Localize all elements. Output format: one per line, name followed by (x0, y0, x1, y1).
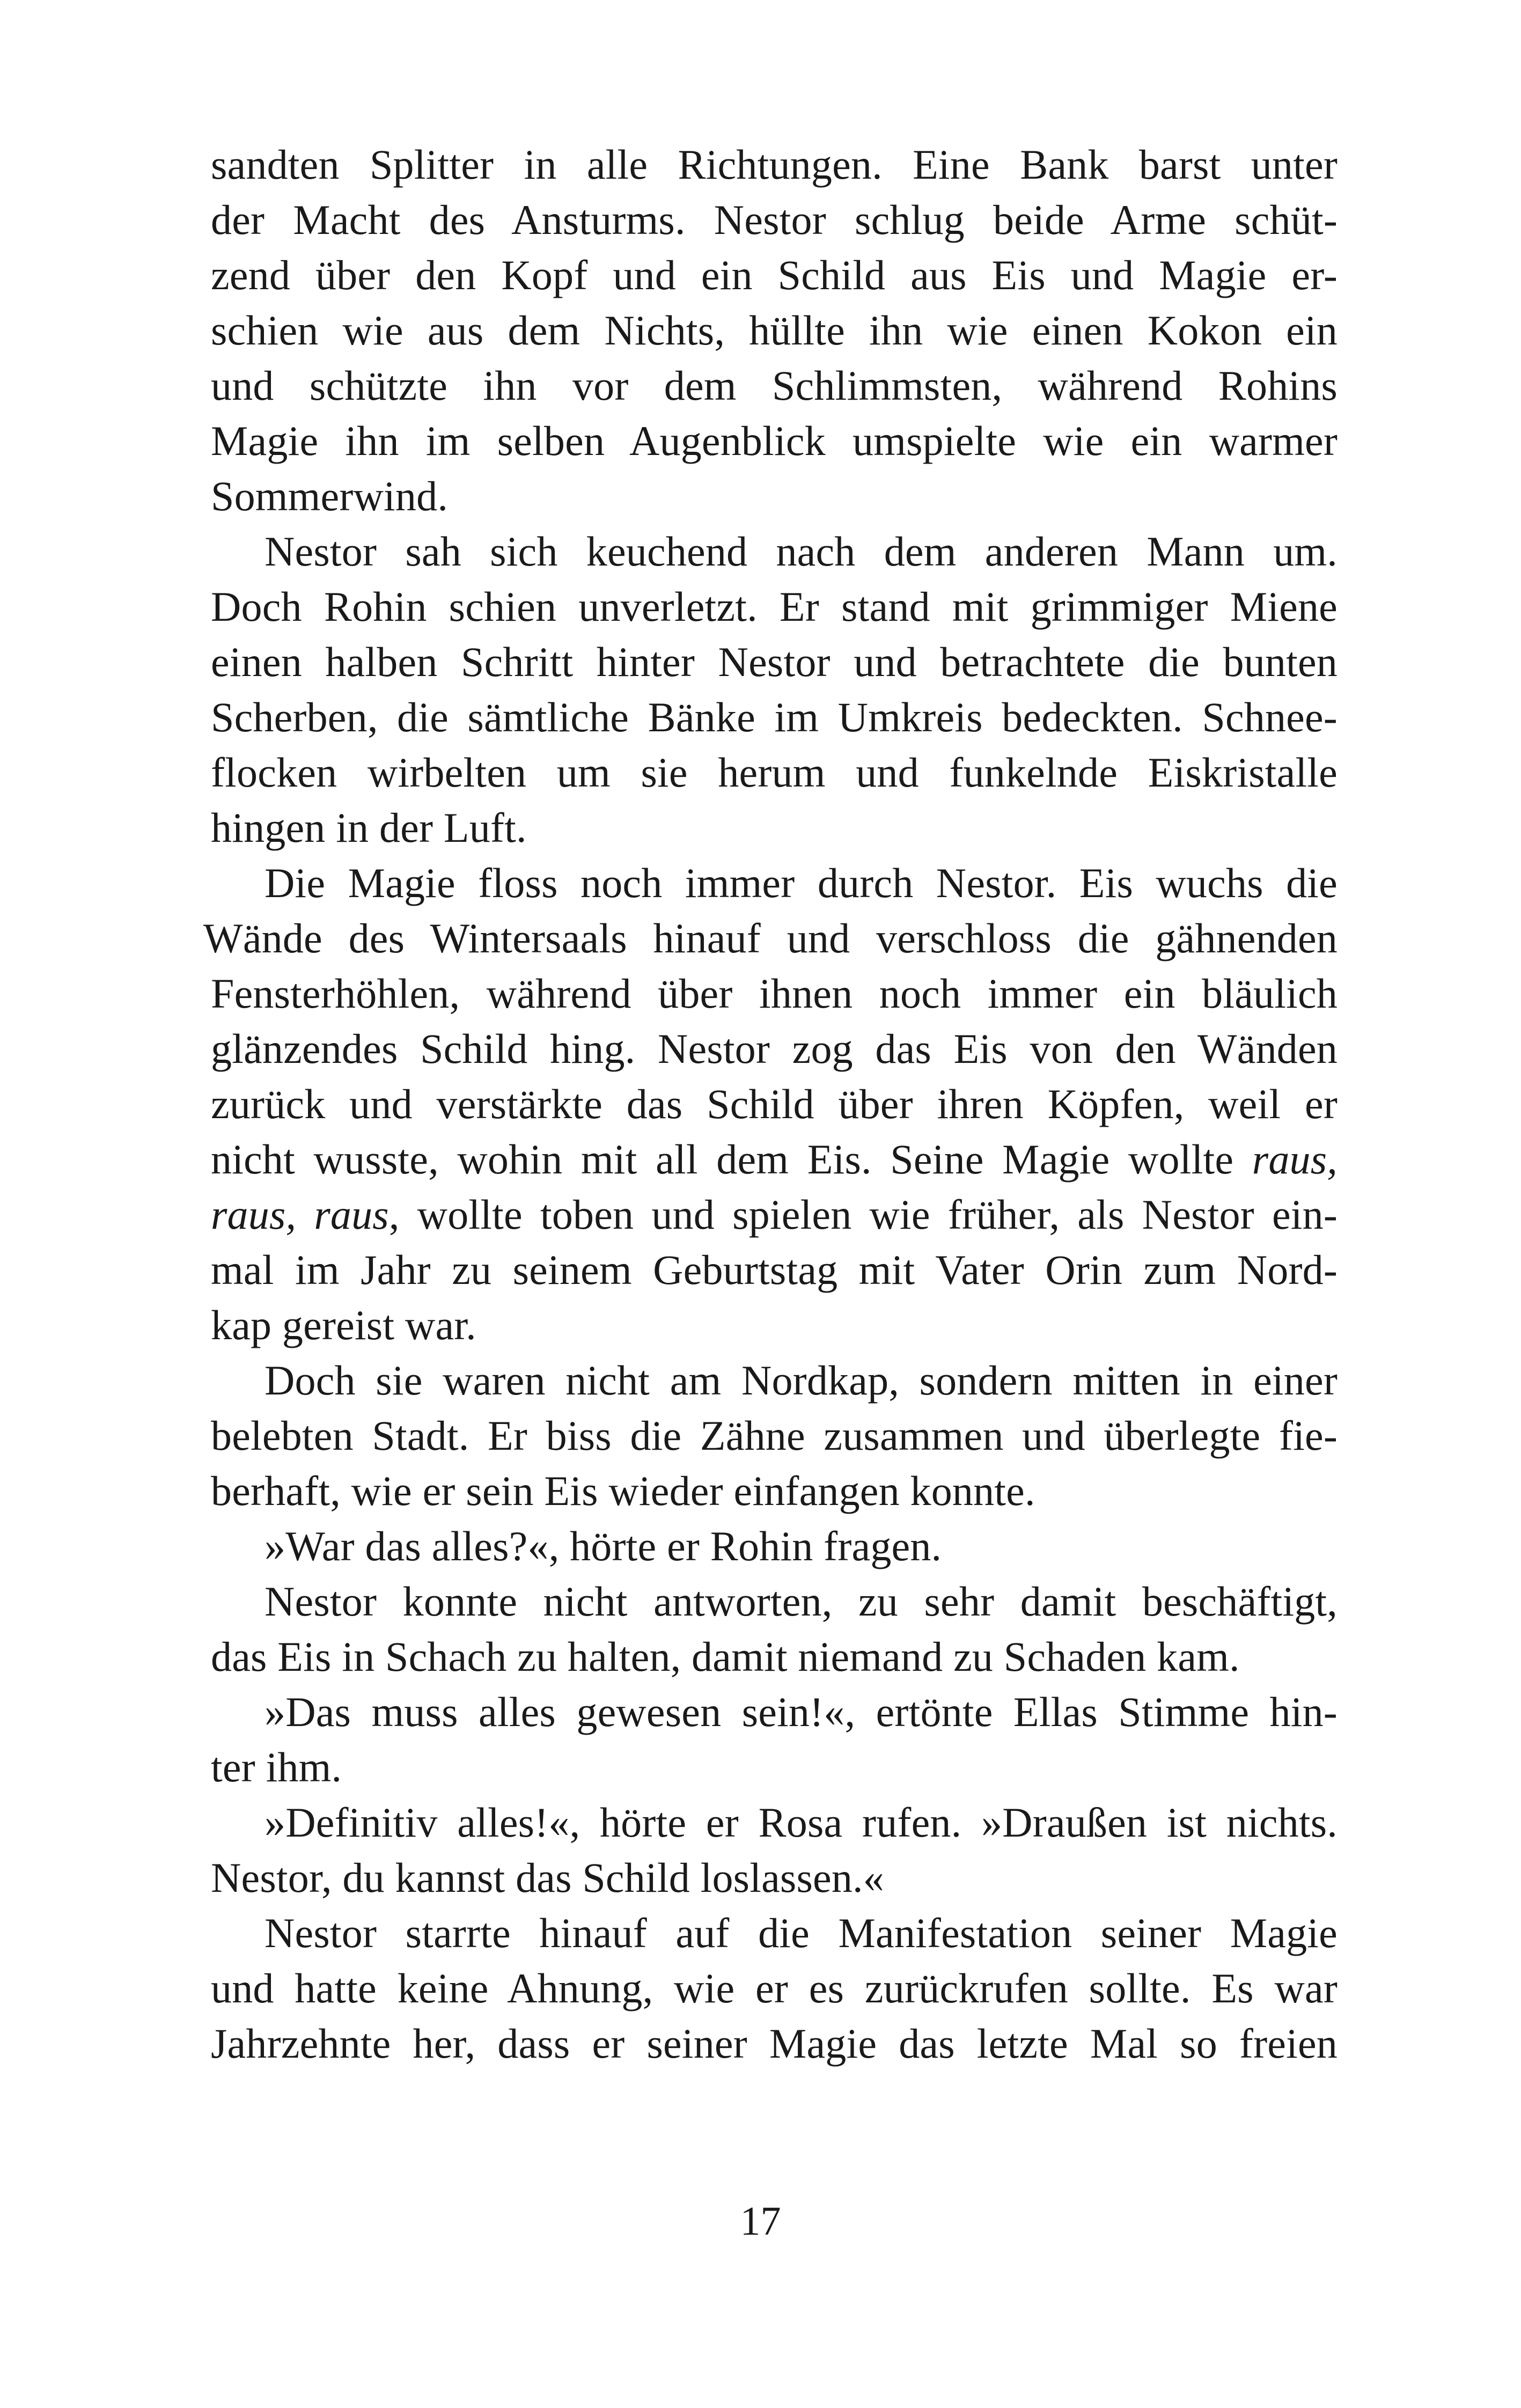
text-line (211, 1187, 1338, 1242)
text-segment: nicht wusste, wohin mit all dem Eis. Seine Magie wollte (211, 1136, 1252, 1183)
text-line: hingen in der Luft. (211, 804, 527, 851)
text-line: Sommerwind. (211, 473, 449, 519)
text-line: und hatte keine Ahnung, wie er es zurückrufen sollte. Es war (211, 1965, 1338, 2011)
text-line: Wände des Wintersaals hinauf und verschloss die gähnenden (203, 915, 1338, 961)
text-line: flocken wirbelten um sie herum und funkelnde Eiskristalle (211, 749, 1338, 796)
text-line: einen halben Schritt hinter Nestor und betrachtete die bunten (211, 638, 1338, 685)
text-line: zend über den Kopf und ein Schild aus Eis und Magie er- (211, 252, 1338, 298)
text-line: Magie ihn im selben Augenblick umspielte wie ein warmer (211, 417, 1338, 464)
italic-text: raus, raus (211, 1191, 389, 1238)
text-line: kap gereist war. (211, 1302, 476, 1348)
text-line: belebten Stadt. Er biss die Zähne zusammen und überlegte fie- (211, 1412, 1338, 1459)
page-number: 17 (740, 2199, 781, 2244)
text-segment: , wollte toben und spielen wie früher, als Nestor ein- (388, 1191, 1338, 1238)
text-line: Doch Rohin schien unverletzt. Er stand mit grimmiger Miene (211, 583, 1338, 630)
text-line: Nestor starrte hinauf auf die Manifestation seiner Magie (264, 1910, 1338, 1956)
text-line: und schützte ihn vor dem Schlimmsten, während Rohins (211, 362, 1338, 409)
text-line: Nestor, du kannst das Schild loslassen.« (211, 1854, 884, 1901)
text-line: der Macht des Ansturms. Nestor schlug beide Arme schüt- (211, 196, 1338, 243)
italic-text: raus, (1252, 1136, 1338, 1183)
text-line: »War das alles?«, hörte er Rohin fragen. (264, 1523, 942, 1569)
text-line (211, 1132, 1338, 1187)
text-line: berhaft, wie er sein Eis wieder einfangen konnte. (211, 1467, 1035, 1514)
text-line: »Definitiv alles!«, hörte er Rosa rufen. »Draußen ist nichts. (264, 1799, 1338, 1846)
text-line: ter ihm. (211, 1744, 342, 1790)
text-line: das Eis in Schach zu halten, damit niemand zu Schaden kam. (211, 1633, 1240, 1680)
text-line: sandten Splitter in alle Richtungen. Eine Bank barst unter (211, 141, 1338, 188)
text-line: Scherben, die sämtliche Bänke im Umkreis bedeckten. Schnee- (211, 694, 1338, 740)
text-line: Die Magie floss noch immer durch Nestor. Eis wuchs die (264, 860, 1338, 906)
text-line: Fensterhöhlen, während über ihnen noch immer ein bläulich (211, 970, 1338, 1017)
text-line: Nestor konnte nicht antworten, zu sehr damit beschäftigt, (264, 1578, 1338, 1625)
body-text (203, 137, 1338, 2071)
text-line: Doch sie waren nicht am Nordkap, sondern mitten in einer (264, 1357, 1338, 1404)
text-line: Jahrzehnte her, dass er seiner Magie das letzte Mal so freien (211, 2020, 1338, 2067)
text-line: zurück und verstärkte das Schild über ihren Köpfen, weil er (211, 1081, 1338, 1127)
text-line: »Das muss alles gewesen sein!«, ertönte Ellas Stimme hin- (264, 1688, 1338, 1735)
text-line: Nestor sah sich keuchend nach dem anderen Mann um. (264, 528, 1338, 575)
text-line: schien wie aus dem Nichts, hüllte ihn wie einen Kokon ein (211, 307, 1338, 354)
text-line: mal im Jahr zu seinem Geburtstag mit Vater Orin zum Nord- (211, 1246, 1338, 1293)
text-line: glänzendes Schild hing. Nestor zog das Eis von den Wänden (211, 1025, 1338, 1072)
